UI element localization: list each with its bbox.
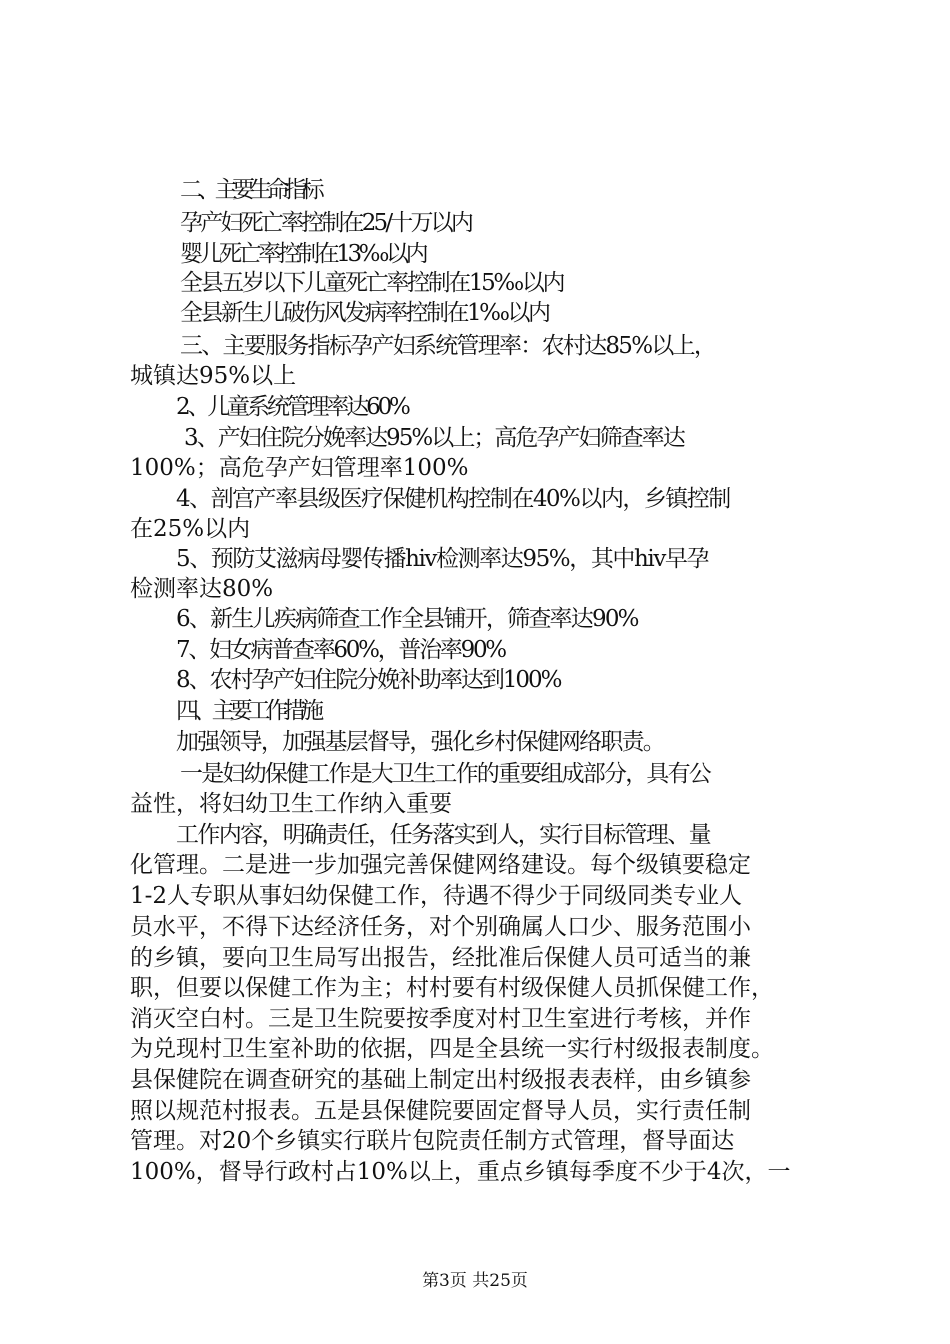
text-line: 工作内容，明确责任，任务落实到人，实行目标管理、量 bbox=[176, 822, 710, 848]
text-line: 管理。对20个乡镇实行联片包院责任制方式管理，督导面达 bbox=[130, 1128, 735, 1154]
section-heading-life-indicators: 二、主要生命指标 bbox=[180, 177, 319, 203]
text-line: 在25%以内 bbox=[130, 516, 251, 542]
text-line: 员水平，不得下达经济任务，对个别确属人口少、服务范围小 bbox=[130, 914, 751, 940]
text-line: 5、预防艾滋病母婴传播hiv检测率达95%，其中hiv早孕 bbox=[176, 546, 709, 572]
text-line: 城镇达95%以上 bbox=[130, 363, 297, 389]
text-line: 6、新生儿疾病筛查工作全县铺开，筛查率达90% bbox=[176, 606, 638, 632]
text-line: 100%，督导行政村占10%以上，重点乡镇每季度不少于4次，一 bbox=[130, 1159, 791, 1185]
text-line: 孕产妇死亡率控制在25/十万以内 bbox=[180, 210, 472, 236]
text-line: 100%；高危孕产妇管理率100% bbox=[130, 455, 469, 481]
text-line: 3、产妇住院分娩率达95%以上；高危孕产妇筛查率达 bbox=[184, 425, 684, 451]
text-line: 全县新生儿破伤风发病率控制在1‰以内 bbox=[180, 300, 549, 326]
text-line: 职，但要以保健工作为主；村村要有村级保健人员抓保健工作， bbox=[130, 975, 774, 1001]
text-line: 加强领导，加强基层督导，强化乡村保健网络职责。 bbox=[176, 729, 664, 755]
text-line: 消灭空白村。三是卫生院要按季度对村卫生室进行考核，并作 bbox=[130, 1006, 751, 1032]
text-line: 7、妇女病普查率60%，普治率90% bbox=[176, 637, 505, 663]
section-heading-work-measures: 四、主要工作措施 bbox=[176, 698, 319, 724]
text-line: 全县五岁以下儿童死亡率控制在15‰以内 bbox=[180, 270, 564, 296]
text-line: 8、农村孕产妇住院分娩补助率达到100% bbox=[176, 667, 561, 693]
text-line: 2、儿童系统管理率达60% bbox=[176, 394, 408, 420]
text-line: 的乡镇，要向卫生局写出报告，经批准后保健人员可适当的兼 bbox=[130, 945, 751, 971]
text-line: 一是妇幼保健工作是大卫生工作的重要组成部分，具有公 bbox=[180, 761, 711, 787]
text-line: 县保健院在调查研究的基础上制定出村级报表表样，由乡镇参 bbox=[130, 1067, 751, 1093]
text-line: 婴儿死亡率控制在13‰以内 bbox=[180, 241, 426, 267]
text-line: 照以规范村报表。五是县保健院要固定督导人员，实行责任制 bbox=[130, 1098, 751, 1124]
text-line: 4、剖宫产率县级医疗保健机构控制在40%以内，乡镇控制 bbox=[176, 486, 730, 512]
text-line: 1-2人专职从事妇幼保健工作，待遇不得少于同级同类专业人 bbox=[130, 883, 743, 909]
text-line: 检测率达80% bbox=[130, 576, 274, 602]
text-line: 化管理。二是进一步加强完善保健网络建设。每个级镇要稳定 bbox=[130, 852, 751, 878]
text-line: 益性，将妇幼卫生工作纳入重要 bbox=[130, 791, 452, 817]
section-heading-service-indicators: 三、主要服务指标孕产妇系统管理率：农村达85%以上， bbox=[180, 333, 716, 359]
text-line: 为兑现村卫生室补助的依据，四是全县统一实行村级报表制度。 bbox=[130, 1036, 774, 1062]
page-footer: 第3页 共25页 bbox=[422, 1271, 528, 1291]
